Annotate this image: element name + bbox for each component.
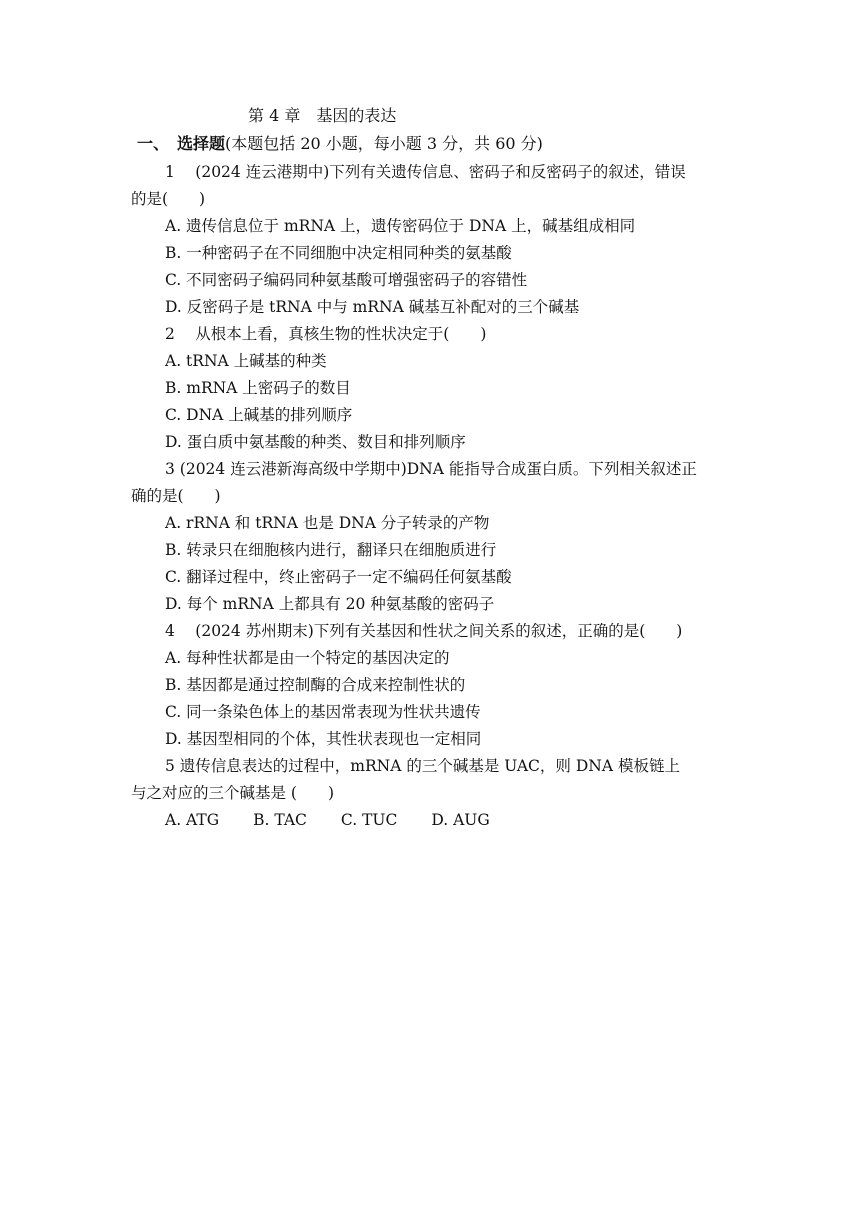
- question-5-option-d: D. AUG: [431, 811, 490, 829]
- question-3-option-c: C. 翻译过程中，终止密码子一定不编码任何氨基酸: [165, 568, 512, 586]
- question-5-options: [165, 810, 524, 830]
- question-1-option-d: D. 反密码子是 tRNA 中与 mRNA 碱基互补配对的三个碱基: [165, 298, 580, 316]
- question-5-option-a: A. ATG: [165, 811, 220, 829]
- question-2-option-d: D. 蛋白质中氨基酸的种类、数目和排列顺序: [165, 433, 466, 451]
- section-heading: [137, 134, 543, 154]
- section-label: 一、 选择题: [137, 134, 226, 153]
- question-5-stem-cont: 与之对应的三个碱基是 ( ): [131, 784, 335, 802]
- section-note: (本题包括 20 小题，每小题 3 分，共 60 分): [225, 134, 543, 153]
- question-3-stem-cont: 确的是( ): [131, 487, 221, 505]
- question-4-option-a: A. 每种性状都是由一个特定的基因决定的: [165, 649, 450, 667]
- question-1-option-b: B. 一种密码子在不同细胞中决定相同种类的氨基酸: [165, 244, 512, 262]
- question-2-option-c: C. DNA 上碱基的排列顺序: [165, 406, 353, 424]
- question-3-option-b: B. 转录只在细胞核内进行，翻译只在细胞质进行: [165, 541, 497, 559]
- question-2-stem: 2 从根本上看，真核生物的性状决定于( ): [165, 325, 487, 343]
- question-4-option-d: D. 基因型相同的个体，其性状表现也一定相同: [165, 730, 482, 748]
- question-3-option-d: D. 每个 mRNA 上都具有 20 种氨基酸的密码子: [165, 595, 495, 613]
- question-5-stem: 5 遗传信息表达的过程中，mRNA 的三个碱基是 UAC，则 DNA 模板链上: [165, 757, 680, 775]
- question-1-stem-cont: 的是( ): [131, 190, 206, 208]
- question-1-option-a: A. 遗传信息位于 mRNA 上，遗传密码位于 DNA 上，碱基组成相同: [165, 217, 636, 235]
- question-2-option-b: B. mRNA 上密码子的数目: [165, 379, 351, 397]
- question-4-option-c: C. 同一条染色体上的基因常表现为性状共遗传: [165, 703, 481, 721]
- chapter-title: 第 4 章 基因的表达: [248, 106, 397, 125]
- question-3-option-a: A. rRNA 和 tRNA 也是 DNA 分子转录的产物: [165, 514, 490, 532]
- question-5-option-c: C. TUC: [340, 811, 398, 829]
- question-1-stem: 1 (2024 连云港期中)下列有关遗传信息、密码子和反密码子的叙述，错误: [165, 163, 686, 181]
- question-5-option-b: B. TAC: [253, 811, 307, 829]
- question-1-option-c: C. 不同密码子编码同种氨基酸可增强密码子的容错性: [165, 271, 528, 289]
- question-4-stem: 4 (2024 苏州期末)下列有关基因和性状之间关系的叙述，正确的是( ): [165, 622, 683, 640]
- question-3-stem: 3 (2024 连云港新海高级中学期中)DNA 能指导合成蛋白质。下列相关叙述正: [165, 460, 697, 478]
- question-2-option-a: A. tRNA 上碱基的种类: [165, 352, 327, 370]
- question-4-option-b: B. 基因都是通过控制酶的合成来控制性状的: [165, 676, 466, 694]
